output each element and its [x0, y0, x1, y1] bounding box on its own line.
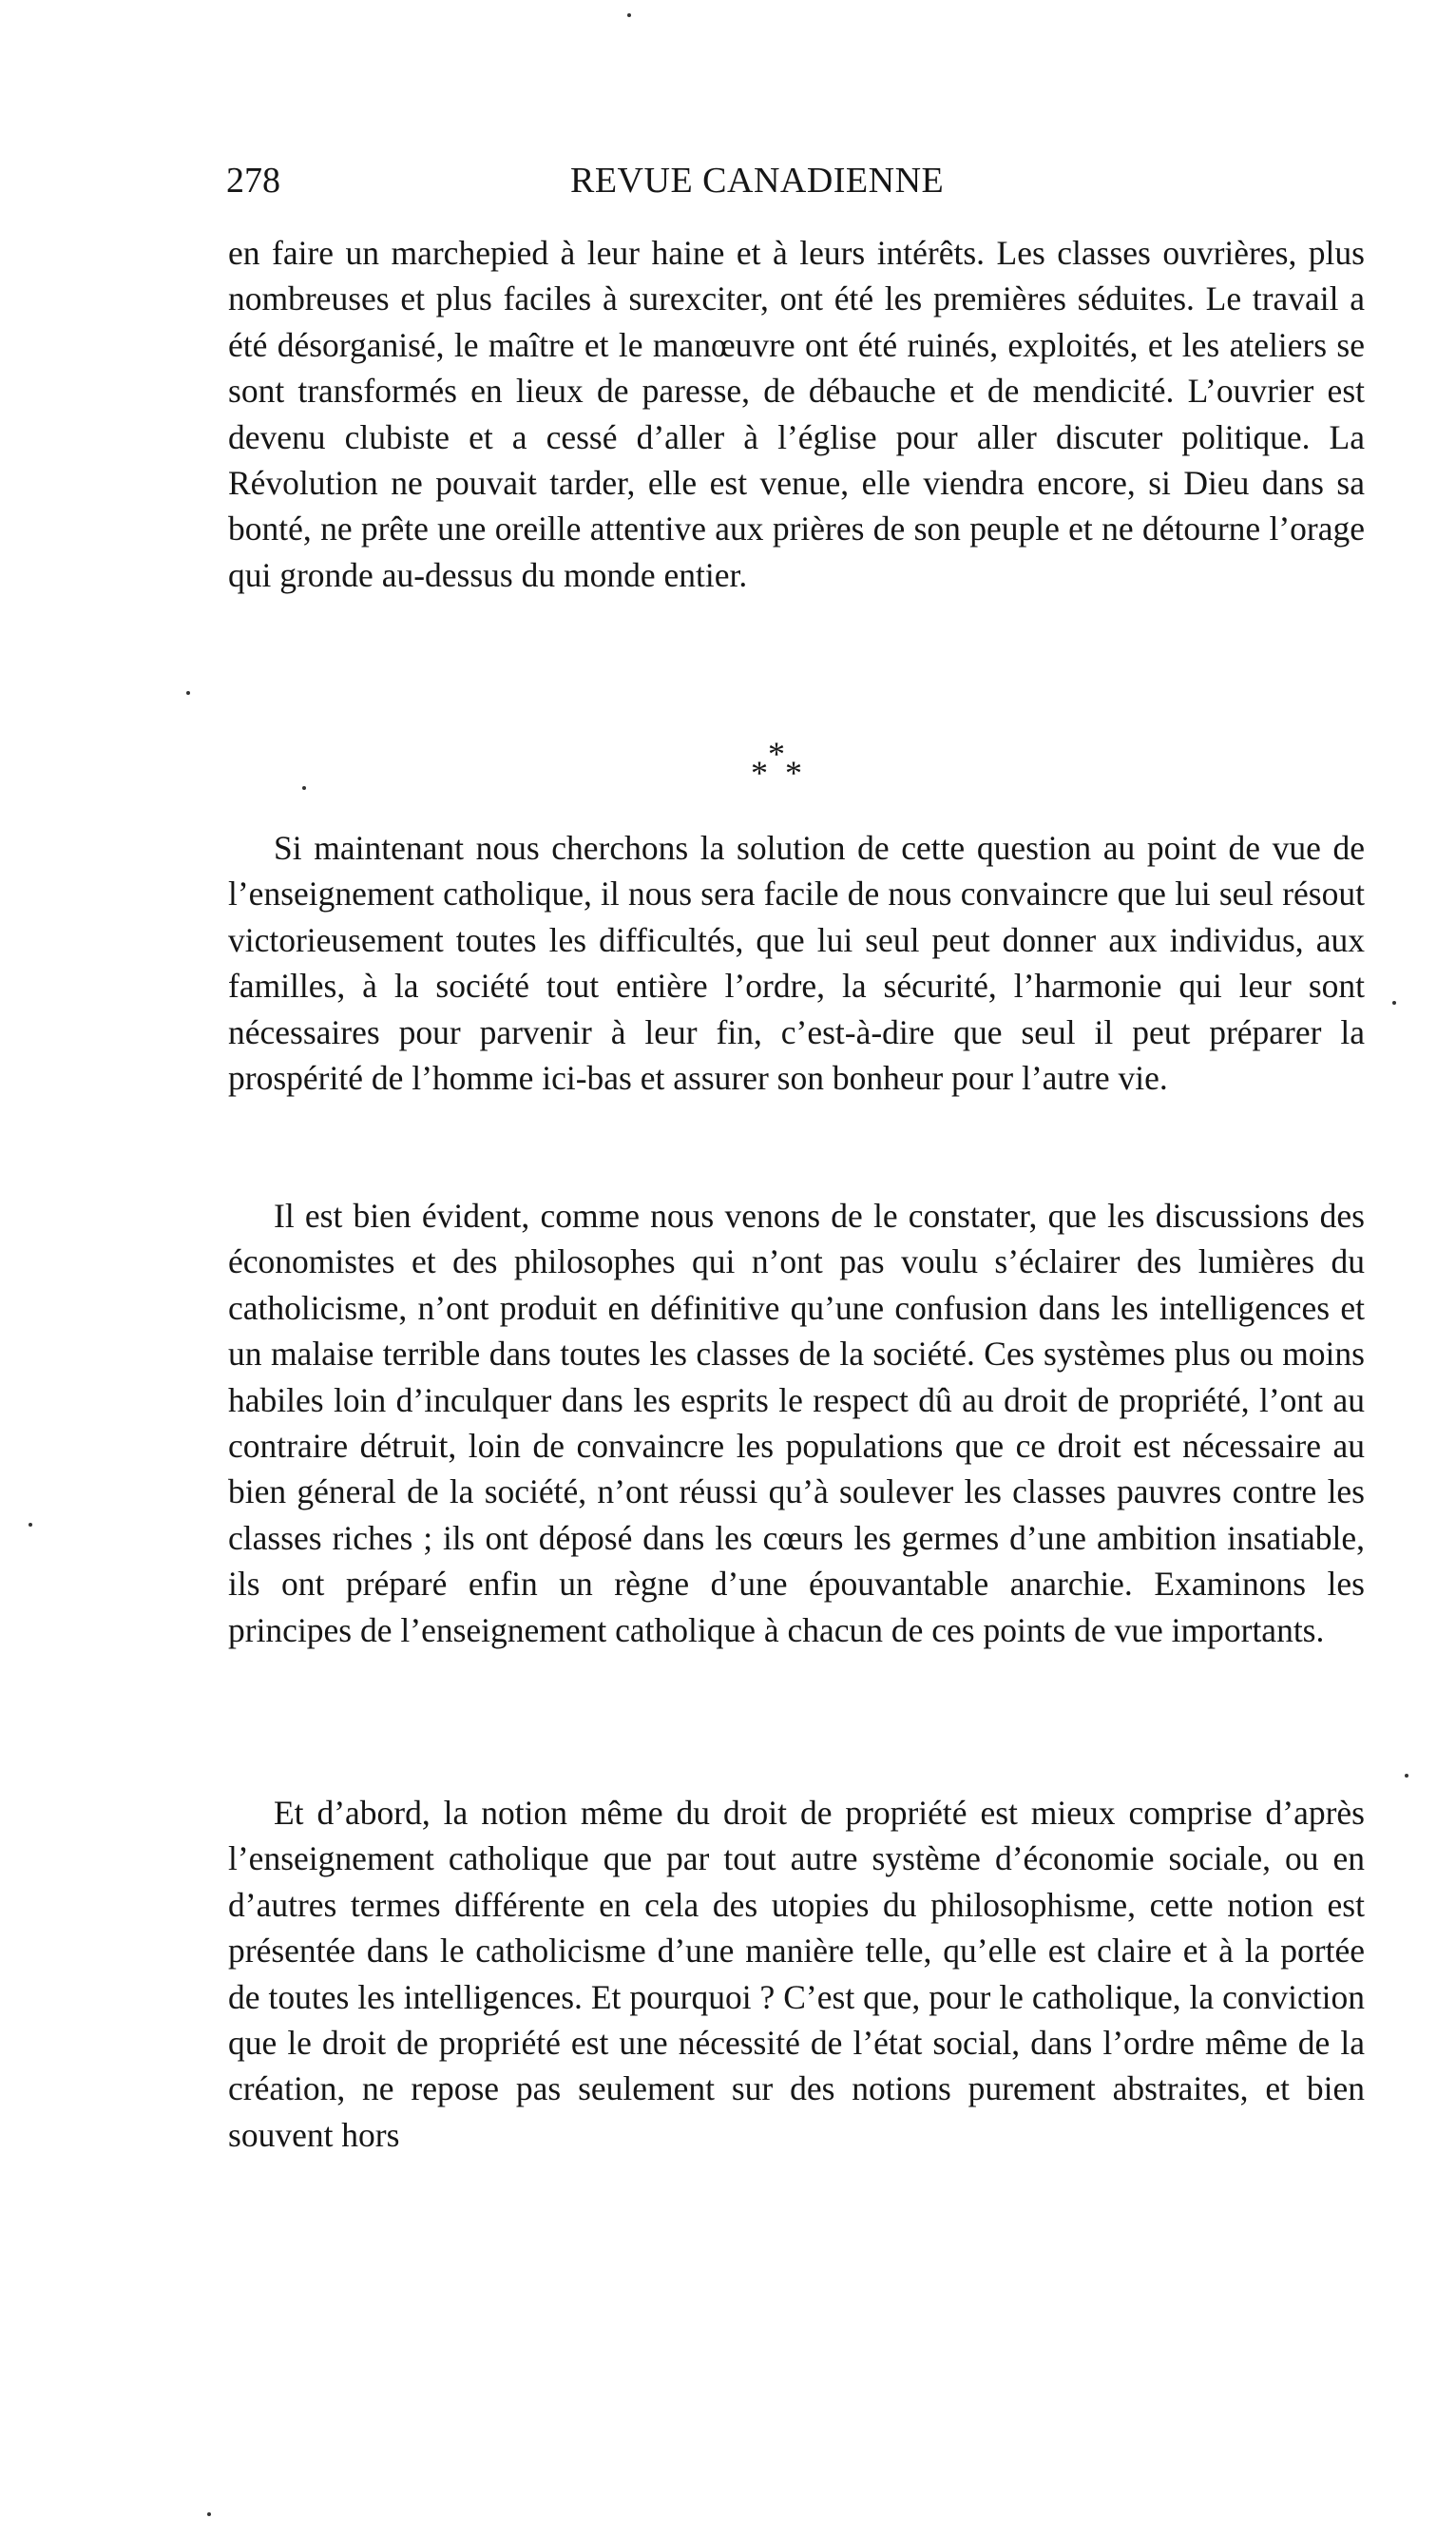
paragraph-property-right: Et d’abord, la notion même du droit de propriété est mieux comprise d’après l’enseignement catholique que par tout autre système d’économie sociale, ou en d’autres termes différente en cela des utopies du philosophisme, cette notion est présentée dans le catholicisme d’une manière telle, qu’elle est claire et à la portée de toutes les intelligences. Et pourquoi ? C’est que, pour le catholique, la conviction que le droit de propriété est une nécessité de l’état social, dans l’ordre même de la création, ne repose pas seulement sur des notions purement abstraites, et bien souvent hors	[228, 1794, 1365, 2154]
print-speck	[29, 1523, 32, 1527]
running-title: REVUE CANADIENNE	[570, 161, 945, 201]
section-break-asterism	[751, 737, 808, 794]
asterism-star-left: *	[751, 754, 768, 792]
print-speck	[627, 13, 631, 17]
print-speck	[1405, 1774, 1408, 1778]
print-speck	[1392, 1001, 1396, 1005]
page-header	[226, 152, 1367, 209]
paragraph-economists: Il est bien évident, comme nous venons de le constater, que les discussions des économistes et des philosophes qui n’ont pas voulu s’éclairer des lumières du catholicisme, n’ont produit en définitive qu’une confusion dans les intelligences et un malaise terrible dans toutes les classes de la société. Ces systèmes plus ou moins habiles loin d’inculquer dans les esprits le respect dû au droit de propriété, l’ont au contraire détruit, loin de convaincre les populations que ce droit est nécessaire au bien géneral de la société, n’ont réussi qu’à soulever les classes pauvres contre les classes riches ; ils ont déposé dans les cœurs les germes d’une ambition insatiable, ils ont préparé enfin un règne d’une épouvantable anarchie. Examinons les principes de l’enseignement catholique à chacun de ces points de vue importants.	[228, 1197, 1365, 1649]
print-speck	[186, 691, 190, 695]
paragraph-catholic-teaching: Si maintenant nous cherchons la solution de cette question au point de vue de l’enseignement catholique, il nous sera facile de nous convaincre que lui seul résout victorieusement toutes les difficultés, que lui seul peut donner aux individus, aux familles, à la société tout entière l’ordre, la sécurité, l’harmonie qui leur sont nécessaires pour parvenir à leur fin, c’est-à-dire que seul il peut préparer la prospérité de l’homme ici-bas et assurer son bonheur pour l’autre vie.	[228, 829, 1365, 1098]
page-number: 278	[226, 161, 280, 201]
asterism-star-right: *	[785, 754, 802, 792]
paragraph-continued: en faire un marchepied à leur haine et à leurs intérêts. Les classes ouvrières, plus nombreuses et plus faciles à surexciter, ont été les premières séduites. Le travail a été désorganisé, le maître et le manœuvre ont été ruinés, exploités, et les ateliers se sont transformés en lieux de paresse, de débauche et de mendicité. L’ouvrier est devenu clubiste et a cessé d’aller à l’église pour aller discuter politique. La Révolution ne pouvait tarder, elle est venue, elle viendra encore, si Dieu dans sa bonté, ne prête une oreille attentive aux prières de son peuple et ne détourne l’orage qui gronde au-dessus du monde entier.	[228, 234, 1365, 594]
print-speck	[302, 786, 306, 790]
print-speck	[207, 2512, 211, 2516]
asterism-star-top: *	[768, 735, 785, 773]
